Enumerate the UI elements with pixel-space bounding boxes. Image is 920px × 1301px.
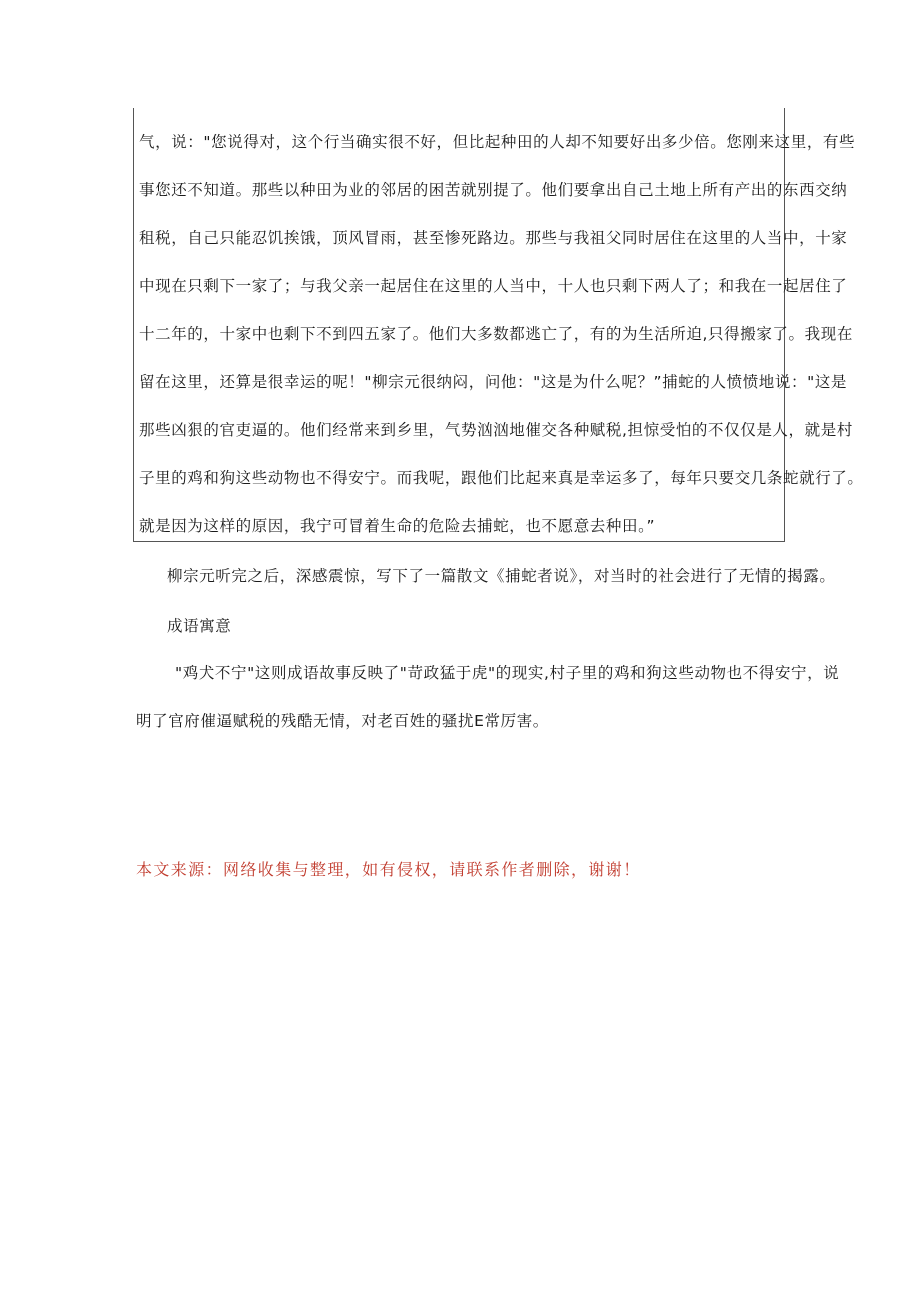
section-heading-meaning: 成语寓意 [167, 617, 232, 635]
story-line: 子里的鸡和狗这些动物也不得安宁。而我呢，跟他们比起来真是幸运多了，每年只要交几条蛇就行了。 [139, 469, 864, 487]
story-line: 中现在只剩下一家了；与我父亲一起居住在这里的人当中，十人也只剩下两人了；和我在一起居住了 [139, 277, 848, 295]
story-line: 租税，自己只能忍饥挨饿，顶风冒雨，甚至惨死路边。那些与我祖父同时居住在这里的人当中，十家 [139, 229, 848, 247]
story-line: 就是因为这样的原因，我宁可冒着生命的危险去捕蛇，也不愿意去种田。” [139, 517, 656, 535]
meaning-paragraph-line: 明了官府催逼赋税的残酷无情，对老百姓的骚扰E常厉害。 [136, 712, 549, 730]
story-line: 事您还不知道。那些以种田为业的邻居的困苦就别提了。他们要拿出自己土地上所有产出的东西交纳 [139, 181, 848, 199]
story-line: 气，说："您说得对，这个行当确实很不好，但比起种田的人却不知要好出多少倍。您刚来这里，有些 [139, 133, 856, 151]
meaning-paragraph-line: "鸡犬不宁"这则成语故事反映了"苛政猛于虎"的现实,村子里的鸡和狗这些动物也不得安宁，说 [175, 664, 840, 682]
after-story-paragraph: 柳宗元听完之后，深感震惊，写下了一篇散文《捕蛇者说》，对当时的社会进行了无情的揭露。 [167, 567, 836, 585]
story-line: 十二年的，十家中也剩下不到四五家了。他们大多数都逃亡了，有的为生活所迫,只得搬家了。我现在 [139, 325, 853, 343]
story-text-box [133, 108, 864, 542]
story-line: 留在这里，还算是很幸运的呢！"柳宗元很纳闷，问他："这是为什么呢？”捕蛇的人愤愤地说："这是 [139, 373, 848, 391]
story-line: 那些凶狠的官吏逼的。他们经常来到乡里，气势汹汹地催交各种赋税,担惊受怕的不仅仅是人，就是村 [139, 421, 853, 439]
source-notice: 本文来源：网络收集与整理，如有侵权，请联系作者删除，谢谢！ [136, 860, 641, 879]
